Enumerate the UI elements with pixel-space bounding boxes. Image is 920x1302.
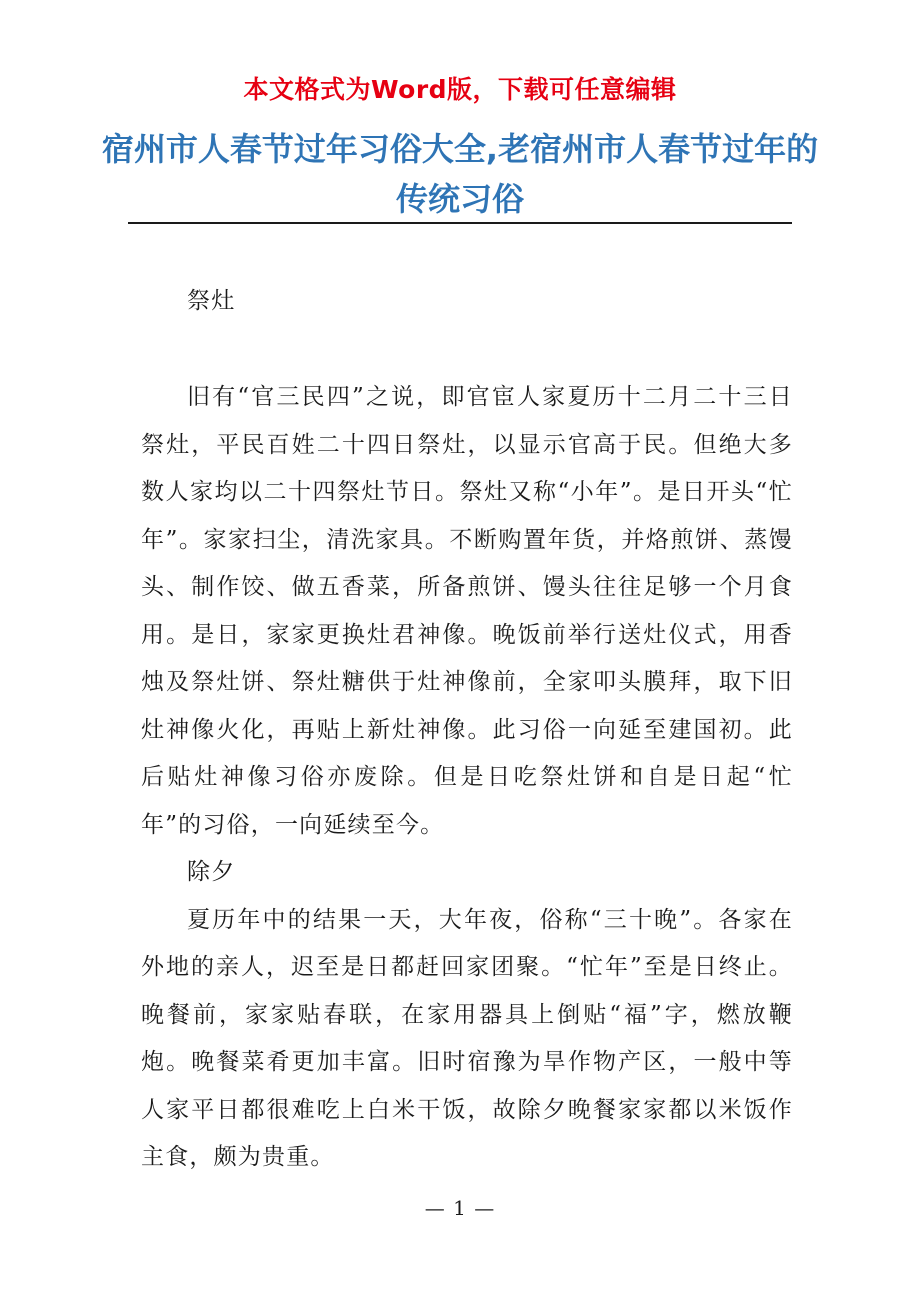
document-title: 宿州市人春节过年习俗大全,老宿州市人春节过年的传统习俗: [101, 130, 819, 218]
title-divider: [128, 222, 792, 224]
section-heading-jizao: [141, 278, 793, 326]
page-number: — 1 —: [424, 1196, 496, 1220]
section-heading-chuxi: 除夕: [187, 859, 236, 885]
section-heading: 祭灶: [187, 288, 236, 314]
document-body: [141, 374, 793, 1182]
paragraph-chuxi: 夏历年中的结果一天，大年夜，俗称“三十晚”。各家在外地的亲人，迟至是日都赶回家团聚。“忙年”至是日终止。晚餐前，家家贴春联，在家用器具上倒贴“福”字，燃放鞭炮。晚餐菜肴更加丰富。旧时宿豫为旱作物产区，一般中等人家平日都很难吃上白米干饭，故除夕晚餐家家都以米饭作主食，颇为贵重。: [141, 906, 793, 1170]
paragraph-jizao: 旧有“官三民四”之说，即官宦人家夏历十二月二十三日祭灶，平民百姓二十四日祭灶，以显示官高于民。但绝大多数人家均以二十四祭灶节日。祭灶又称“小年”。是日开头“忙年”。家家扫尘，清洗家具。不断购置年货，并烙煎饼、蒸馒头、制作饺、做五香菜，所备煎饼、馒头往往足够一个月食用。是日，家家更换灶君神像。晚饭前举行送灶仪式，用香烛及祭灶饼、祭灶糖供于灶神像前，全家叩头膜拜，取下旧灶神像火化，再贴上新灶神像。此习俗一向延至建国初。此后贴灶神像习俗亦废除。但是日吃祭灶饼和自是日起“忙年”的习俗，一向延续至今。: [141, 384, 793, 838]
format-notice: 本文格式为Word版，下载可任意编辑: [243, 75, 677, 104]
